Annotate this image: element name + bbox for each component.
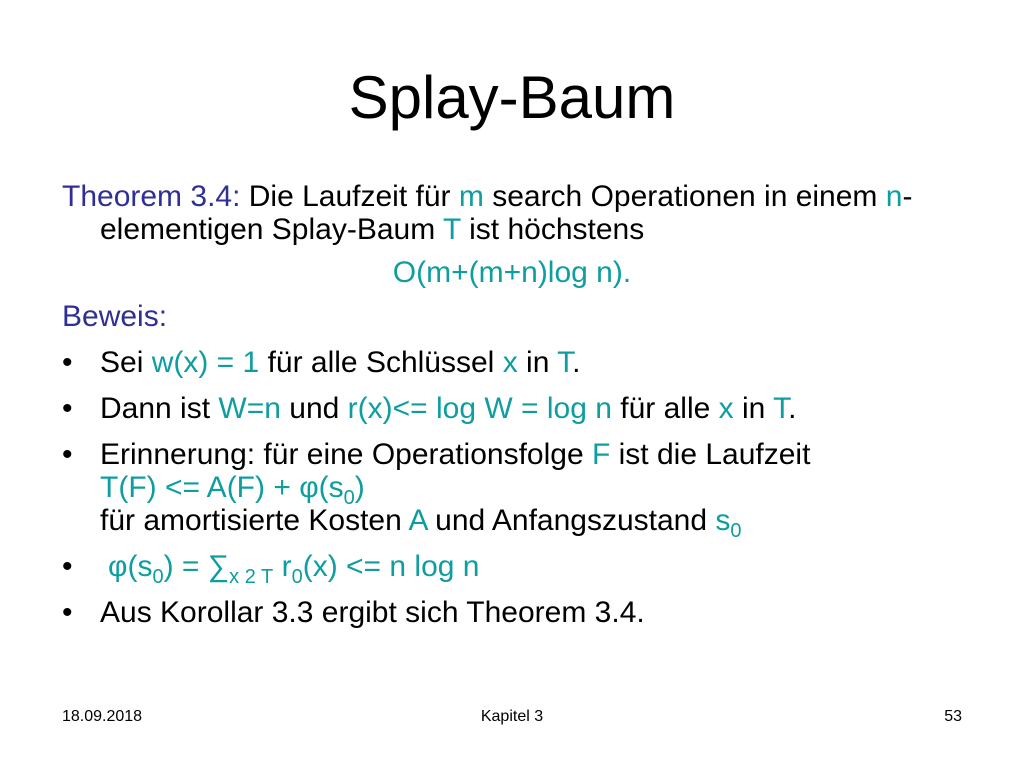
- var-n: n: [885, 180, 903, 213]
- text-run: .: [788, 392, 797, 425]
- subscript: 0: [291, 566, 303, 588]
- bullet: •: [62, 438, 73, 471]
- math-run: (x) <= n log n: [302, 550, 480, 583]
- math-run: r: [273, 550, 292, 583]
- math-run: T: [773, 392, 789, 425]
- var-T: T: [442, 213, 461, 246]
- list-item: [62, 550, 962, 588]
- proof-label: Beweis:: [62, 300, 168, 333]
- math-run: r(x)<= log W = log n: [347, 392, 612, 425]
- text-run: Dann ist: [100, 392, 219, 425]
- math-run: W=n: [218, 392, 281, 425]
- text-run: für alle Schlüssel: [259, 346, 503, 379]
- bullet: •: [62, 550, 73, 583]
- text-run: search Operationen in einem: [483, 180, 886, 213]
- math-run: T: [557, 346, 573, 379]
- subscript: x 2 T: [229, 566, 274, 588]
- list-item: [62, 438, 962, 542]
- subscript: 0: [730, 520, 742, 542]
- slide-title: Splay-Baum: [348, 64, 676, 131]
- text-run: Erinnerung: für eine Operationsfolge: [100, 438, 592, 471]
- slide-body: [62, 180, 962, 629]
- math-run: F: [591, 438, 611, 471]
- math-run: x: [502, 346, 518, 379]
- subscript: 0: [343, 487, 355, 509]
- math-run: [100, 471, 365, 509]
- bullet: •: [62, 346, 73, 379]
- bullet: •: [62, 392, 73, 425]
- text-run: ist die Laufzeit: [610, 438, 811, 471]
- text-run: und: [280, 392, 348, 425]
- math-run: ): [354, 471, 365, 504]
- footer-page-number: 53: [944, 708, 962, 725]
- math-run: [715, 504, 742, 542]
- math-run: x: [718, 392, 734, 425]
- text-run: ist höchstens: [460, 213, 645, 246]
- text-run: in: [517, 346, 558, 379]
- bullet: •: [62, 596, 73, 629]
- math-run: φ(s: [108, 550, 153, 583]
- text-run: für alle: [611, 392, 719, 425]
- footer-date: 18.09.2018: [62, 708, 143, 725]
- text-run: für amortisierte Kosten: [100, 504, 409, 537]
- text-run: -elementigen Splay-Baum: [100, 180, 913, 246]
- text-run: Die Laufzeit für: [240, 180, 459, 213]
- text-run: und Anfangszustand: [426, 504, 716, 537]
- theorem-statement: [62, 180, 962, 246]
- list-item: [62, 392, 962, 425]
- text-run: in: [733, 392, 774, 425]
- math-run: ) = ∑: [163, 550, 230, 583]
- math-run: s: [715, 504, 731, 537]
- text-run: Aus Korollar 3.3 ergibt sich Theorem 3.4.: [100, 596, 645, 629]
- math-run: w(x) = 1: [151, 346, 260, 379]
- theorem-formula: O(m+(m+n)log n).: [392, 256, 632, 289]
- text-run: .: [572, 346, 581, 379]
- subscript: 0: [152, 566, 164, 588]
- footer-chapter: Kapitel 3: [480, 708, 544, 725]
- theorem-label: Theorem 3.4:: [62, 180, 241, 213]
- var-m: m: [458, 180, 484, 213]
- math-run: T(F) <= A(F) + φ(s: [100, 471, 344, 504]
- proof-list: [62, 346, 962, 629]
- math-formula: [108, 550, 480, 588]
- list-item: [62, 346, 962, 379]
- text-run: Sei: [100, 346, 152, 379]
- math-run: A: [408, 504, 427, 537]
- list-item: [62, 596, 962, 629]
